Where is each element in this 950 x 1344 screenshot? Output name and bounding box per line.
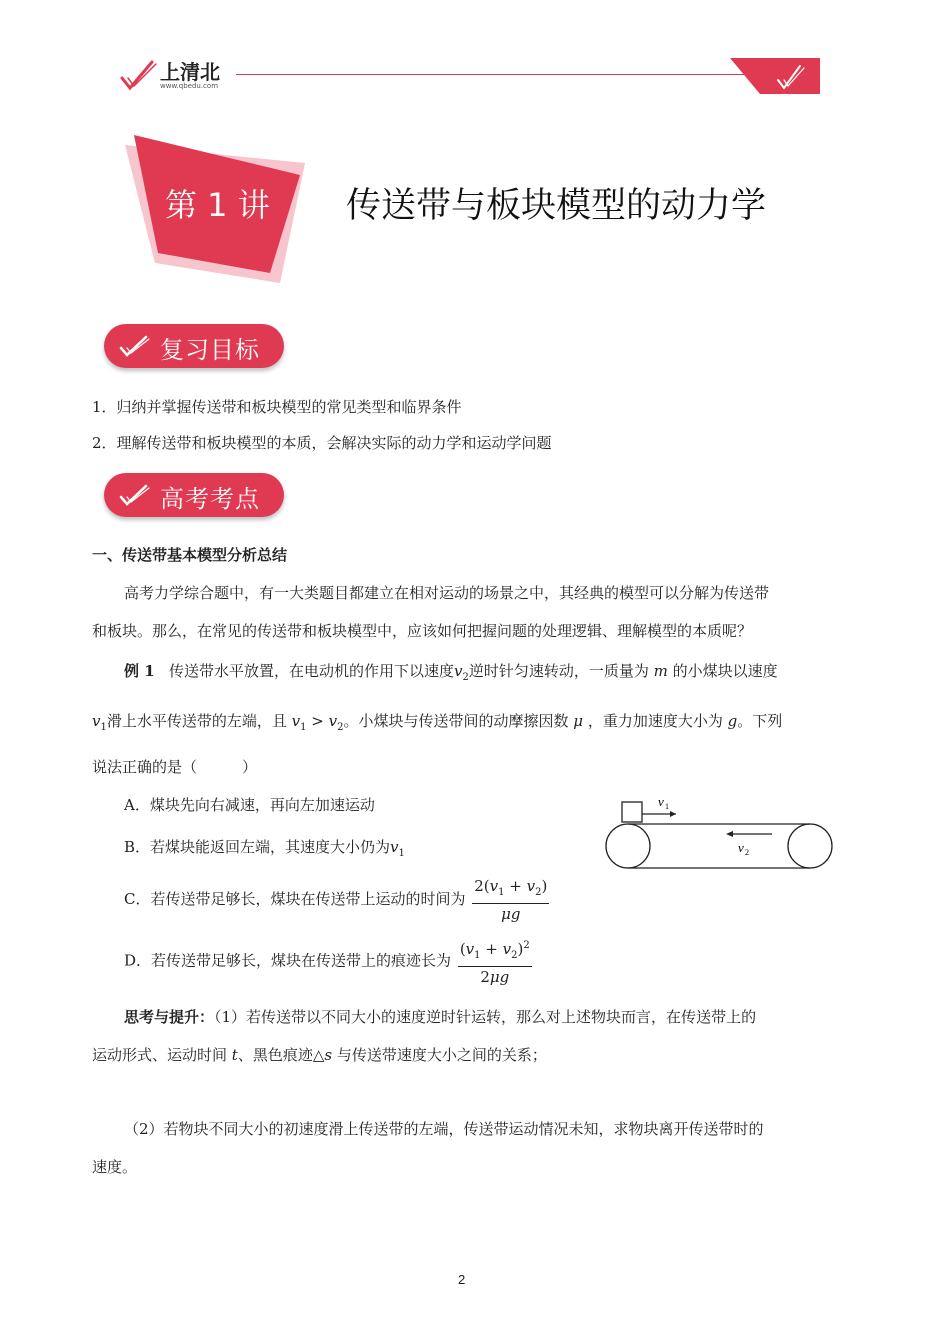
- text: 传送带水平放置，在电动机的作用下以速度: [168, 662, 454, 680]
- example-label: 例 1: [124, 662, 155, 680]
- section-exam-points: [104, 473, 284, 517]
- lesson-number: 第 1 讲: [165, 186, 270, 224]
- text: B．若煤块能返回左端，其速度大小仍为: [124, 838, 391, 856]
- goal-1: 1．归纳并掌握传送带和板块模型的常见类型和临界条件: [92, 398, 462, 416]
- fraction: $\frac{2(v_1 + v_2)}{\mu g}$: [474, 877, 548, 923]
- example1-line-2: $v_1$滑上水平传送带的左端，且 $v_1 > v_2$。小煤块与传送带间的动摩擦因数 μ ，重力加速度大小为 g。下列: [92, 712, 783, 733]
- text: 。下列: [737, 712, 783, 730]
- example1-line-3: 说法正确的是（ ）: [92, 758, 258, 776]
- v2-label: v: [738, 840, 744, 855]
- v1-sub: 1: [665, 802, 669, 811]
- coal-block: [622, 802, 642, 822]
- page-number: 2: [458, 1272, 466, 1287]
- text: ，重力加速度大小为: [587, 712, 723, 730]
- logo-check-icon: [118, 58, 158, 92]
- part1-heading: 一、传送带基本模型分析总结: [92, 546, 288, 564]
- text: 的小煤块以速度: [672, 662, 778, 680]
- text: 与传送带速度大小之间的关系；: [336, 1046, 547, 1064]
- text: D．若传送带足够长，煤块在传送带上的痕迹长为: [124, 951, 452, 970]
- section-label: 复习目标: [160, 336, 260, 364]
- text: 。小煤块与传送带间的动摩擦因数: [343, 712, 569, 730]
- logo-text: 上清北: [160, 60, 220, 84]
- option-b: B．若煤块能返回左端，其速度大小仍为$v_1$: [124, 838, 405, 859]
- header-corner-banner: [730, 58, 820, 94]
- option-a: A．煤块先向右减速，再向左加速运动: [124, 796, 375, 814]
- think-line-2: 运动形式、运动时间 t、黑色痕迹△s 与传送带速度大小之间的关系；: [92, 1046, 547, 1064]
- text: 滑上水平传送带的左端，且: [106, 712, 287, 730]
- text: C．若传送带足够长，煤块在传送带上运动的时间为: [124, 890, 466, 908]
- think-line-3: （2）若物块不同大小的初速度滑上传送带的左端，传送带运动情况未知，求物块离开传送带时的: [124, 1120, 764, 1138]
- left-pulley: [606, 824, 650, 868]
- logo-subtext: www.qbedu.com: [160, 82, 219, 90]
- right-pulley: [788, 824, 832, 868]
- text: 、黑色痕迹△: [237, 1046, 325, 1064]
- section-label: 高考考点: [160, 485, 260, 513]
- example1-line-1: 例 1 传送带水平放置，在电动机的作用下以速度$v_2$逆时针匀速转动，一质量为 m 的小煤块以速度: [124, 662, 778, 683]
- text: 运动形式、运动时间: [92, 1046, 228, 1064]
- option-d: [124, 936, 534, 987]
- think-line-1: [124, 1006, 756, 1028]
- think-line-4: 速度。: [92, 1158, 138, 1176]
- page-header: [0, 50, 950, 100]
- text: 逆时针匀速转动，一质量为: [468, 662, 649, 680]
- intro-line-1: 高考力学综合题中，有一大类题目都建立在相对运动的场景之中，其经典的模型可以分解为传送带: [124, 584, 770, 602]
- check-icon: [118, 334, 152, 358]
- option-c: [124, 876, 551, 924]
- conveyor-belt-diagram: [600, 790, 840, 880]
- header-rule: [236, 74, 756, 75]
- section-review-goals: [104, 324, 284, 368]
- v2-sub: 2: [745, 848, 749, 857]
- v1-label: v: [658, 794, 664, 809]
- v1-arrowhead: [670, 811, 676, 817]
- text: （1）若传送带以不同大小的速度逆时针运转，那么对上述物块而言，在传送带上的: [214, 1008, 757, 1026]
- v2-arrowhead: [726, 831, 733, 837]
- goal-2: 2．理解传送带和板块模型的本质，会解决实际的动力学和运动学问题: [92, 434, 552, 452]
- think-label: 思考与提升：: [124, 1008, 215, 1026]
- lesson-title: 传送带与板块模型的动力学: [346, 186, 767, 226]
- intro-line-2: 和板块。那么，在常见的传送带和板块模型中，应该如何把握问题的处理逻辑、理解模型的本质呢？: [92, 622, 753, 640]
- fraction: $\frac{(v_1 + v_2)^2}{2\mu g}$: [458, 936, 532, 987]
- check-icon: [118, 483, 152, 507]
